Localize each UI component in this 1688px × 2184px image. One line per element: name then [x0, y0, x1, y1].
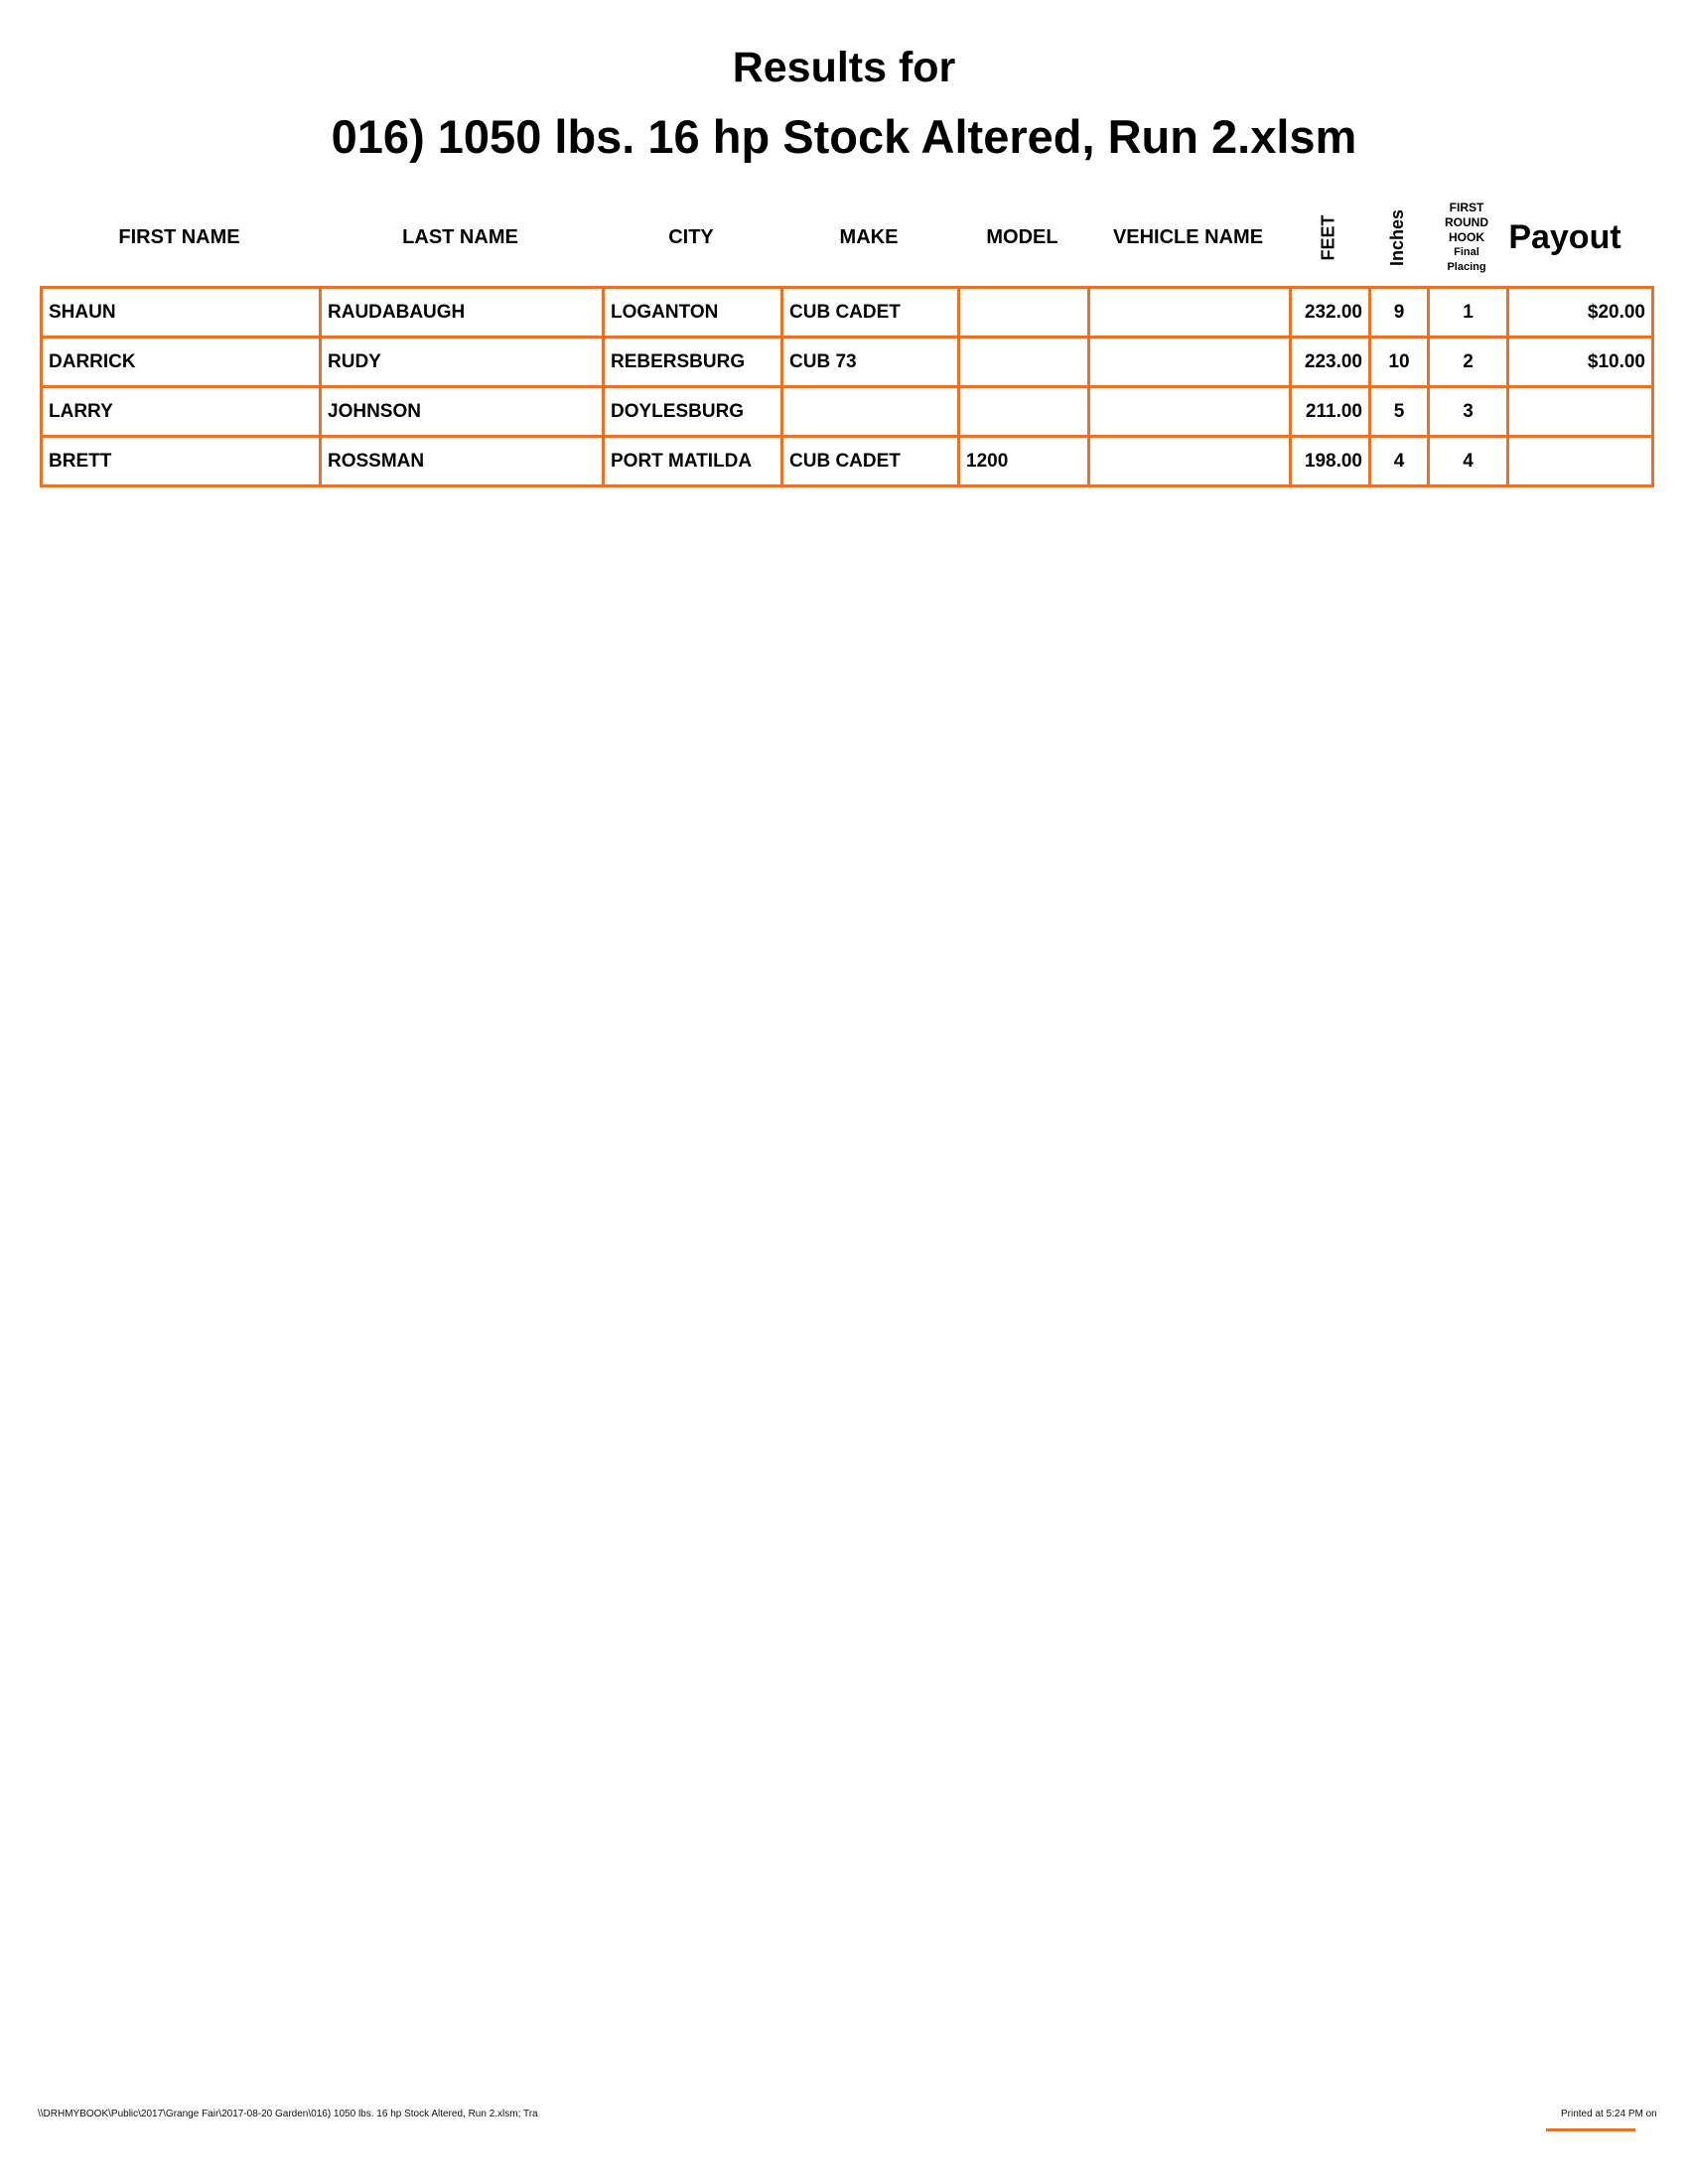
header-inches: [1368, 191, 1427, 284]
cell-model: [959, 338, 1089, 387]
hook-line-final: Final: [1454, 245, 1479, 258]
footer-file-path: \\DRHMYBOOK\Public\2017\Grange Fair\2017-08-20 Garden\016) 1050 lbs. 16 hp Stock Altered, Run 2.xlsm; Tra: [38, 2109, 538, 2119]
cell-first-name: DARRICK: [42, 338, 321, 387]
header-model: MODEL: [986, 225, 1058, 248]
cell-last-name: RAUDABAUGH: [321, 288, 604, 338]
hook-line-round: ROUND: [1445, 214, 1488, 229]
table-header-row: [40, 191, 1651, 284]
cell-placing: 2: [1429, 338, 1508, 387]
cell-payout: $10.00: [1508, 338, 1653, 387]
cell-first-name: BRETT: [42, 437, 321, 486]
header-city: CITY: [668, 225, 714, 248]
cell-payout: [1508, 387, 1653, 437]
cell-placing: 4: [1429, 437, 1508, 486]
header-hook-lines: [1445, 201, 1488, 275]
cell-first-name: SHAUN: [42, 288, 321, 338]
cell-make: CUB 73: [782, 338, 959, 387]
cell-inches: 10: [1370, 338, 1429, 387]
cell-vehicle-name: [1089, 288, 1291, 338]
table-row: [42, 338, 1653, 387]
hook-line-placing: Placing: [1447, 260, 1486, 273]
cell-payout: $20.00: [1508, 288, 1653, 338]
cell-placing: 3: [1429, 387, 1508, 437]
cell-make: [782, 387, 959, 437]
cell-city: LOGANTON: [604, 288, 782, 338]
cell-city: REBERSBURG: [604, 338, 782, 387]
cell-payout: [1508, 437, 1653, 486]
footer-printed-at: Printed at 5:24 PM on: [1561, 2109, 1657, 2119]
header-first-round-hook: [1427, 191, 1506, 284]
table-row: [42, 387, 1653, 437]
cell-vehicle-name: [1089, 437, 1291, 486]
cell-make: CUB CADET: [782, 437, 959, 486]
cell-feet: 198.00: [1291, 437, 1370, 486]
header-payout: [1506, 191, 1651, 284]
cell-model: [959, 288, 1089, 338]
cell-model: 1200: [959, 437, 1089, 486]
header-first-name: FIRST NAME: [118, 225, 240, 248]
hook-line-hook: HOOK: [1449, 229, 1484, 244]
header-feet-label: FEET: [1318, 213, 1338, 261]
cell-vehicle-name: [1089, 387, 1291, 437]
cell-last-name: ROSSMAN: [321, 437, 604, 486]
table-row: [42, 437, 1653, 486]
cell-feet: 211.00: [1291, 387, 1370, 437]
header-feet: [1289, 191, 1368, 284]
cell-city: DOYLESBURG: [604, 387, 782, 437]
footer-orange-rule: [1546, 2128, 1635, 2131]
cell-make: CUB CADET: [782, 288, 959, 338]
cell-last-name: JOHNSON: [321, 387, 604, 437]
cell-model: [959, 387, 1089, 437]
header-inches-label: Inches: [1387, 208, 1407, 266]
hook-line-first: FIRST: [1449, 200, 1484, 214]
cell-vehicle-name: [1089, 338, 1291, 387]
cell-inches: 9: [1370, 288, 1429, 338]
results-table: [40, 286, 1654, 487]
cell-feet: 223.00: [1291, 338, 1370, 387]
cell-feet: 232.00: [1291, 288, 1370, 338]
cell-inches: 5: [1370, 387, 1429, 437]
table-row: [42, 288, 1653, 338]
cell-placing: 1: [1429, 288, 1508, 338]
page-title: Results for: [732, 44, 956, 91]
cell-last-name: RUDY: [321, 338, 604, 387]
page-subtitle: 016) 1050 lbs. 16 hp Stock Altered, Run 2.xlsm: [331, 110, 1357, 163]
header-make: MAKE: [839, 225, 899, 248]
cell-first-name: LARRY: [42, 387, 321, 437]
header-last-name: LAST NAME: [402, 225, 518, 248]
header-payout-label: Payout: [1508, 217, 1621, 256]
header-vehicle-name: VEHICLE NAME: [1112, 225, 1264, 248]
cell-inches: 4: [1370, 437, 1429, 486]
cell-city: PORT MATILDA: [604, 437, 782, 486]
